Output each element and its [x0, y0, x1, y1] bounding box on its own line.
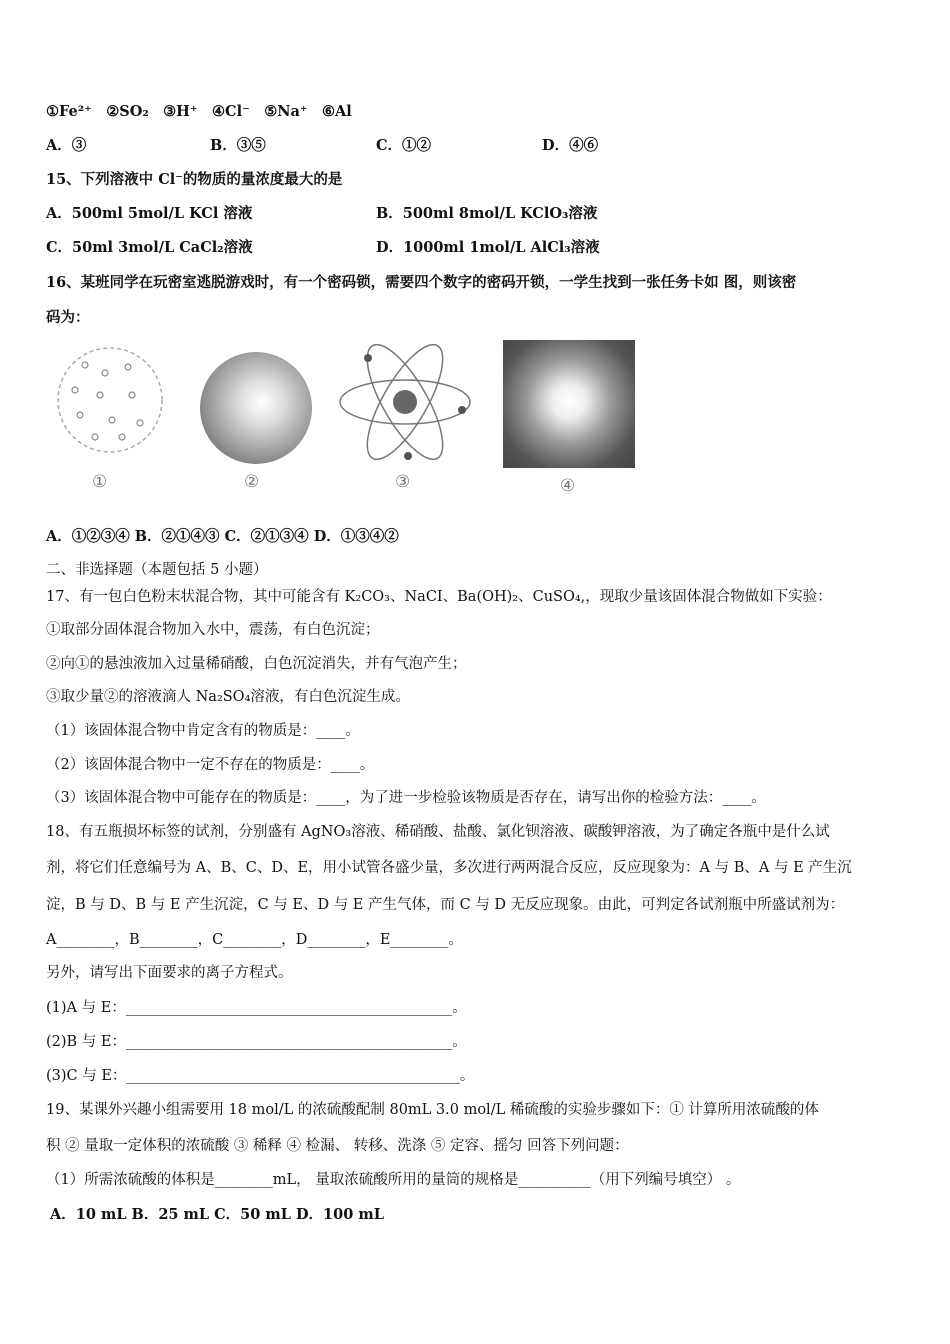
figure-label-3: ③ [395, 472, 411, 492]
q17-line: ②向①的悬浊液加入过量稀硝酸，白色沉淀消失，并有气泡产生； [46, 656, 467, 672]
q17-sub3: （3）该固体混合物中可能存在的物质是：____，为了进一步检验该物质是否存在，请写出你的检验方法：____。 [46, 790, 766, 806]
figure-label-2: ② [244, 472, 260, 492]
q15-option-d: D．1000ml 1mol/L AlCl₃溶液 [376, 239, 600, 256]
q15-option-a: A．500ml 5mol/L KCl 溶液 [46, 205, 253, 222]
q17-sub1: （1）该固体混合物中肯定含有的物质是：____。 [46, 723, 360, 739]
section-heading: 二、非选择题（本题包括 5 小题） [46, 562, 268, 578]
q14-option-c: C．①② [376, 137, 432, 154]
q19-line: 19、某课外兴趣小组需要用 18 mol/L 的浓硫酸配制 80mL 3.0 mol/L 稀硫酸的实验步骤如下：① 计算所用浓硫酸的体 [46, 1102, 819, 1118]
q19-line: 积 ② 量取一定体积的浓硫酸 ③ 稀释 ④ 检漏、 转移、洗涤 ⑤ 定容、摇匀 回答下列问题： [46, 1138, 629, 1154]
figure-rutherford-model [338, 340, 473, 465]
q14-items: ①Fe²⁺ ②SO₂ ③H⁺ ④Cl⁻ ⑤Na⁺ ⑥Al [46, 103, 352, 120]
figure-thomson-model [200, 352, 312, 464]
q15-option-c: C．50ml 3mol/L CaCl₂溶液 [46, 239, 253, 256]
q18-line: 另外，请写出下面要求的离子方程式。 [46, 965, 293, 981]
figure-dalton-model [50, 345, 175, 455]
q16-stem-line1: 16、某班同学在玩密室逃脱游戏时，有一个密码锁，需要四个数字的密码开锁，一学生找到一张任务卡如 图，则该密 [46, 274, 797, 291]
q17-line: ③取少量②的溶液滴人 Na₂SO₄溶液，有白色沉淀生成。 [46, 689, 410, 705]
q14-option-a: A．③ [46, 137, 87, 154]
q14-option-d: D．④⑥ [542, 137, 599, 154]
q18-equation-3: (3)C 与 E：______________________________________________。 [46, 1068, 475, 1084]
q14-option-b: B．③⑤ [210, 137, 266, 154]
q16-options: A．①②③④ B．②①④③ C．②①③④ D．①③④② [46, 528, 399, 545]
q19-options: A．10 mL B．25 mL C．50 mL D．100 mL [50, 1206, 384, 1223]
q16-stem-line2: 码为： [46, 309, 90, 326]
figure-electron-cloud-model [503, 340, 635, 468]
q18-line: 18、有五瓶损坏标签的试剂，分别盛有 AgNO₃溶液、稀硝酸、盐酸、氯化钡溶液、碳酸钾溶液，为了确定各瓶中是什么试 [46, 824, 830, 840]
q17-line: ①取部分固体混合物加入水中，震荡，有白色沉淀； [46, 622, 380, 638]
q15-stem: 15、下列溶液中 Cl⁻的物质的量浓度最大的是 [46, 171, 343, 188]
q17-line: 17、有一包白色粉末状混合物，其中可能含有 K₂CO₃、NaCI、Ba(OH)₂、CuSO₄,，现取少量该固体混合物做如下实验： [46, 589, 832, 605]
q19-sub1: （1）所需浓硫酸的体积是________mL， 量取浓硫酸所用的量筒的规格是__________（用下列编号填空） 。 [46, 1172, 741, 1188]
q18-answer-blanks: A________，B________，C________，D________，E________。 [46, 932, 463, 948]
figure-label-4: ④ [560, 476, 576, 496]
q15-option-b: B．500ml 8mol/L KClO₃溶液 [376, 205, 598, 222]
q18-equation-2: (2)B 与 E：_____________________________________________。 [46, 1034, 467, 1050]
q18-line: 剂，将它们任意编号为 A、B、C、D、E，用小试管各盛少量，多次进行两两混合反应，反应现象为：A 与 B、A 与 E 产生沉 [46, 860, 852, 876]
figure-label-1: ① [92, 472, 108, 492]
q18-equation-1: (1)A 与 E：_____________________________________________。 [46, 1000, 467, 1016]
q17-sub2: （2）该固体混合物中一定不存在的物质是：____。 [46, 757, 375, 773]
q18-line: 淀，B 与 D、B 与 E 产生沉淀，C 与 E、D 与 E 产生气体，而 C 与 D 无反应现象。由此，可判定各试剂瓶中所盛试剂为： [46, 897, 845, 913]
